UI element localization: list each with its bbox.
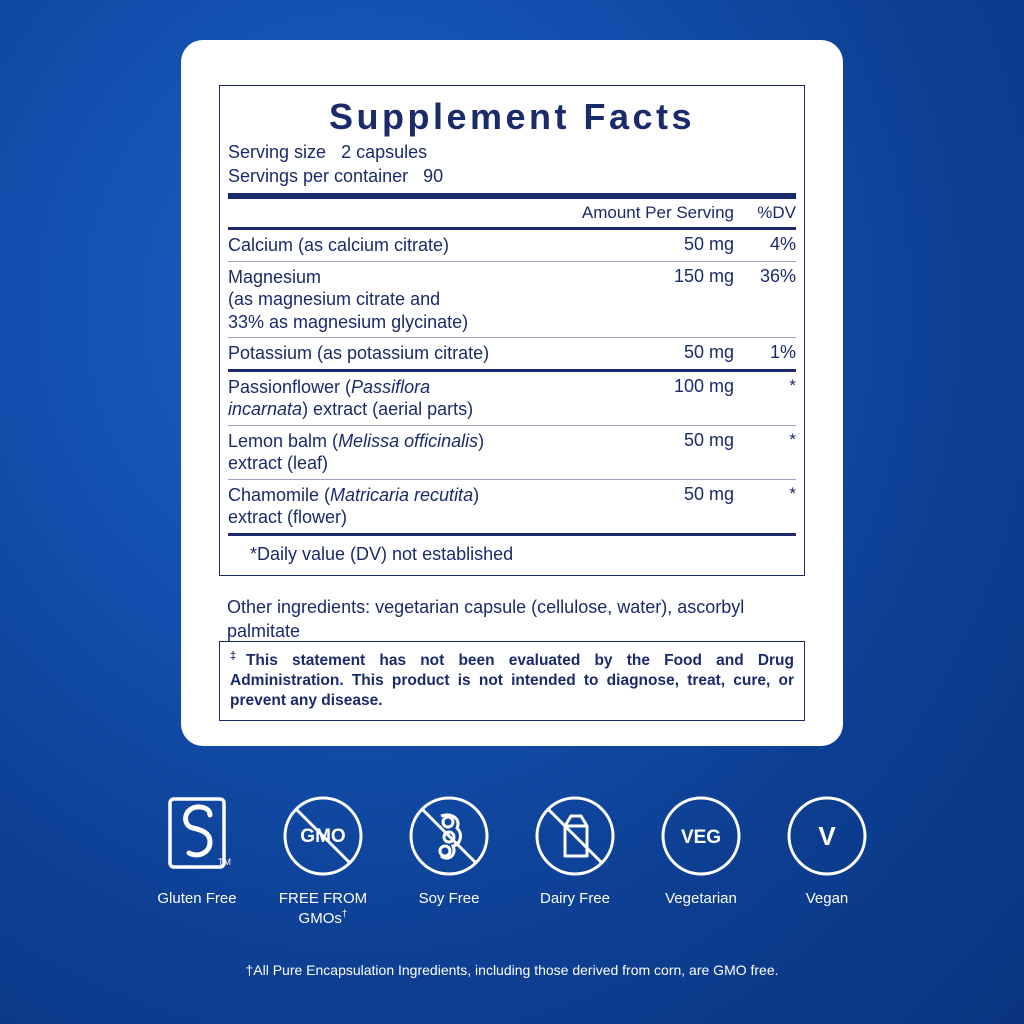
nutrient-name: Magnesium (as magnesium citrate and 33% as magnesium glycinate) bbox=[228, 266, 469, 332]
other-ingredients: Other ingredients: vegetarian capsule (cellulose, water), ascorbyl palmitate bbox=[227, 597, 745, 641]
daily-value-note: *Daily value (DV) not established bbox=[250, 543, 514, 564]
fda-disclaimer bbox=[219, 641, 805, 721]
servings-per-container-label: Servings per container bbox=[228, 165, 409, 186]
table-row bbox=[228, 426, 796, 479]
column-header-dv: %DV bbox=[757, 203, 796, 223]
servings-per-container-line bbox=[228, 165, 796, 188]
svg-text:TM: TM bbox=[218, 857, 231, 867]
badge-label: Vegetarian bbox=[665, 890, 737, 907]
servings-per-container-value: 90 bbox=[423, 165, 444, 186]
badge-gluten-free bbox=[134, 790, 260, 909]
nutrient-amount: 100 mg bbox=[673, 375, 734, 396]
nutrient-amount: 150 mg bbox=[673, 265, 734, 286]
serving-size-value: 2 capsules bbox=[341, 142, 428, 163]
svg-text:VEG: VEG bbox=[680, 827, 722, 848]
table-row bbox=[228, 262, 796, 338]
badge-soy-free bbox=[386, 790, 512, 909]
badge-label: FREE FROM GMOs† bbox=[278, 890, 368, 927]
serving-info bbox=[220, 141, 804, 190]
gluten-free-icon bbox=[134, 790, 260, 882]
disclaimer-text: This statement has not been evaluated by the Food and Drug Administration. This product is not intended to diagnose, treat, cure, or prevent any disease. bbox=[230, 652, 794, 710]
table-row bbox=[228, 372, 796, 425]
badge-label: Soy Free bbox=[418, 890, 480, 907]
nutrient-amount: 50 mg bbox=[683, 429, 734, 450]
nutrient-name: Chamomile (Matricaria recutita) extract (flower) bbox=[228, 484, 480, 528]
nutrient-rows-group-3 bbox=[228, 338, 796, 369]
column-header-amount: Amount Per Serving bbox=[581, 203, 734, 223]
badge-non-gmo bbox=[260, 790, 386, 929]
dairy-free-icon bbox=[512, 790, 638, 882]
no-gmo-icon bbox=[260, 790, 386, 882]
badge-vegan bbox=[764, 790, 890, 909]
table-row bbox=[228, 230, 796, 261]
nutrient-dv: * bbox=[789, 429, 796, 449]
serving-size-label: Serving size bbox=[228, 142, 327, 163]
nutrient-dv: 1% bbox=[769, 342, 796, 363]
nutrient-rows-group-1 bbox=[228, 230, 796, 261]
nutrient-name: Calcium (as calcium citrate) bbox=[228, 235, 450, 256]
nutrient-rows-group-4 bbox=[228, 372, 796, 425]
nutrient-table bbox=[228, 199, 796, 227]
nutrient-amount: 50 mg bbox=[683, 234, 734, 255]
nutrient-rows-group-6 bbox=[228, 480, 796, 533]
vegetarian-icon bbox=[638, 790, 764, 882]
supplement-facts-panel bbox=[219, 85, 805, 576]
page-title: Supplement Facts bbox=[328, 96, 696, 137]
table-header-row bbox=[228, 199, 796, 227]
table-row bbox=[228, 338, 796, 369]
nutrient-dv: * bbox=[789, 375, 796, 395]
disclaimer-marker: ‡ bbox=[230, 650, 246, 662]
nutrient-dv: 36% bbox=[759, 265, 796, 286]
nutrient-amount: 50 mg bbox=[683, 483, 734, 504]
badge-dairy-free bbox=[512, 790, 638, 909]
badge-label-marker: † bbox=[341, 908, 348, 920]
svg-text:V: V bbox=[818, 821, 836, 851]
nutrient-rows-group-5 bbox=[228, 426, 796, 479]
gmo-footnote: †All Pure Encapsulation Ingredients, including those derived from corn, are GMO free. bbox=[245, 962, 779, 978]
svg-text:GMO: GMO bbox=[300, 826, 346, 847]
table-row bbox=[228, 480, 796, 533]
vegan-icon bbox=[764, 790, 890, 882]
header-spacer bbox=[228, 199, 582, 227]
nutrient-name: Passionflower (Passiflora incarnata) extract (aerial parts) bbox=[228, 376, 474, 420]
nutrient-rows-group-2 bbox=[228, 262, 796, 338]
nutrient-name: Potassium (as potassium citrate) bbox=[228, 343, 490, 364]
certification-badges bbox=[0, 790, 1024, 929]
nutrient-dv: * bbox=[789, 483, 796, 503]
badge-vegetarian bbox=[638, 790, 764, 909]
nutrient-name: Lemon balm (Melissa officinalis) extract (leaf) bbox=[228, 430, 485, 474]
badge-label: Vegan bbox=[805, 890, 849, 907]
supplement-label-card bbox=[181, 40, 843, 746]
badge-label: Gluten Free bbox=[157, 890, 237, 907]
soy-free-icon bbox=[386, 790, 512, 882]
badge-label: Dairy Free bbox=[539, 890, 610, 907]
nutrient-amount: 50 mg bbox=[683, 342, 734, 363]
serving-size-line bbox=[228, 141, 796, 164]
nutrient-dv: 4% bbox=[769, 234, 796, 255]
